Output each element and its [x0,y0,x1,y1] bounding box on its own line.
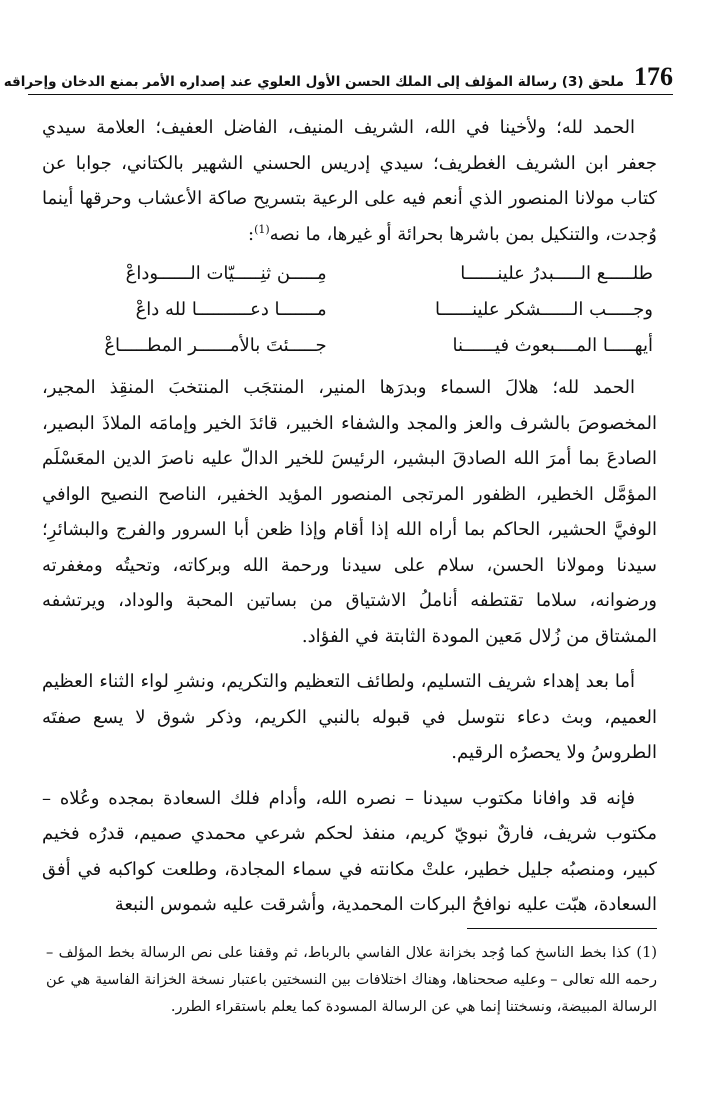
verse-second-hemistich: جـــــئتَ بالأمــــــر المطـــــاعْ [104,335,327,357]
footnote-divider [467,928,657,929]
paragraph-2: الحمد لله؛ هلالَ السماء وبدرَها المنير، المنتجَب المنتخبَ المنقِذ المجير، المخصوصَ بالشرف والعز والمجد والشفاء الخبير، قائدَ الخير وإمامَه الملاذَ البصير، الصادعَ بما أمرَ الله الصادقَ البشير، الرئيسَ للخير الدالّ عليه ناصرَ الدين المعَسْلَم المؤمَّل الخطير، الظفور المرتجى المنصور المؤيد الخفير، الناصح النصيح الوافي الوفيَّ الحشير، الحاكم بما أراه الله إذا أقام وإذا ظعن أبا السرور والفرج والبشائرِ؛ سيدنا ومولانا الحسن، سلام على سيدنا ورحمة الله وبركاته، وتحيتُه ومغفرته ورضوانه، سلاما تقتطفه أناملُ الاشتياق من بساتين المحبة والوداد، ويرتشفه المشتاق من زُلال مَعين المودة الثابتة في الفؤاد. [42,377,657,647]
poem-verse [42,256,657,292]
paragraph-1-end: : [248,223,255,245]
footnote-reference: (1) [254,222,270,236]
poem-verse [42,292,657,328]
paragraph-1 [42,110,657,252]
footnote-mark: (1) [636,945,657,961]
verse-second-hemistich: مـــــــا دعــــــــــا لله داعْ [135,299,327,321]
verse-first-hemistich: وجـــــب الــــــشكر علينــــــا [434,299,653,321]
footnote [46,940,657,1021]
main-text [42,110,657,923]
paragraph-1-text: الحمد لله؛ ولأخينا في الله، الشريف المنيف، الفاضل العفيف؛ العلامة سيدي جعفر ابن الشريف الغطريف؛ سيدي إدريس الحسني الشهير بالكتاني، جوابا عن كتاب مولانا المنصور الذي أنعم فيه على الرعية بتسريح صاكة الأعشاب وحرقها أينما وُجدت، والتنكيل بمن باشرها بحرائة أو غيرها، ما نصه [42,117,657,245]
running-header [3,56,673,95]
verse-second-hemistich: مِـــــن ثنِـــــيّات الــــــوداعْ [125,263,327,285]
poem-verse [42,328,657,364]
footnotes [46,940,657,1021]
poem [42,256,657,364]
paragraph-3: أما بعد إهداء شريف التسليم، ولطائف التعظيم والتكريم، ونشرِ لواء الثناء العظيم العميم، وبث دعاء نتوسل في قبوله بالنبي الكريم، وذكر شوق لا يسع صفتَه الطروسُ ولا يحصرُه الرقيم. [42,671,657,763]
footnote-text: كذا بخط الناسخ كما وُجد بخزانة علال الفاسي بالرباط، ثم وقفنا على نص الرسالة بخط المؤلف – رحمه الله تعالى – وعليه صححناها، وهناك اختلافات بين النسختين باعتبار نسخة الخزانة الفاسية هي عن الرسالة المبيضة، ونسختنا إنما هي عن الرسالة المسودة كما يعلم باستقراء الطرر. [46,945,657,1015]
paragraph-4: فإنه قد وافانا مكتوب سيدنا – نصره الله، وأدام فلك السعادة بمجده وعُلاه – مكتوب شريف، فارقٌ نبويّ كريم، منفذ لحكم شرعي محمدي صميم، قدرُه فخيم كبير، ومنصبُه جليل خطير، علتْ مكانته في سماء المجادة، وطلعت كواكبه في أفق السعادة، هبّت عليه نوافحُ البركات المحمدية، وأشرقت عليه شموس النبعة [42,787,657,915]
page-number: 176 [634,62,673,91]
verse-first-hemistich: طلـــــع الـــــبدرُ علينــــــا [460,263,653,285]
running-title: ملحق (3) رسالة المؤلف إلى الملك الحسن الأول العلوي عند إصداره الأمر بمنع الدخان وإحراقه [3,73,624,90]
verse-first-hemistich: أيهـــــا المــــبعوث فيــــــنا [452,335,653,357]
